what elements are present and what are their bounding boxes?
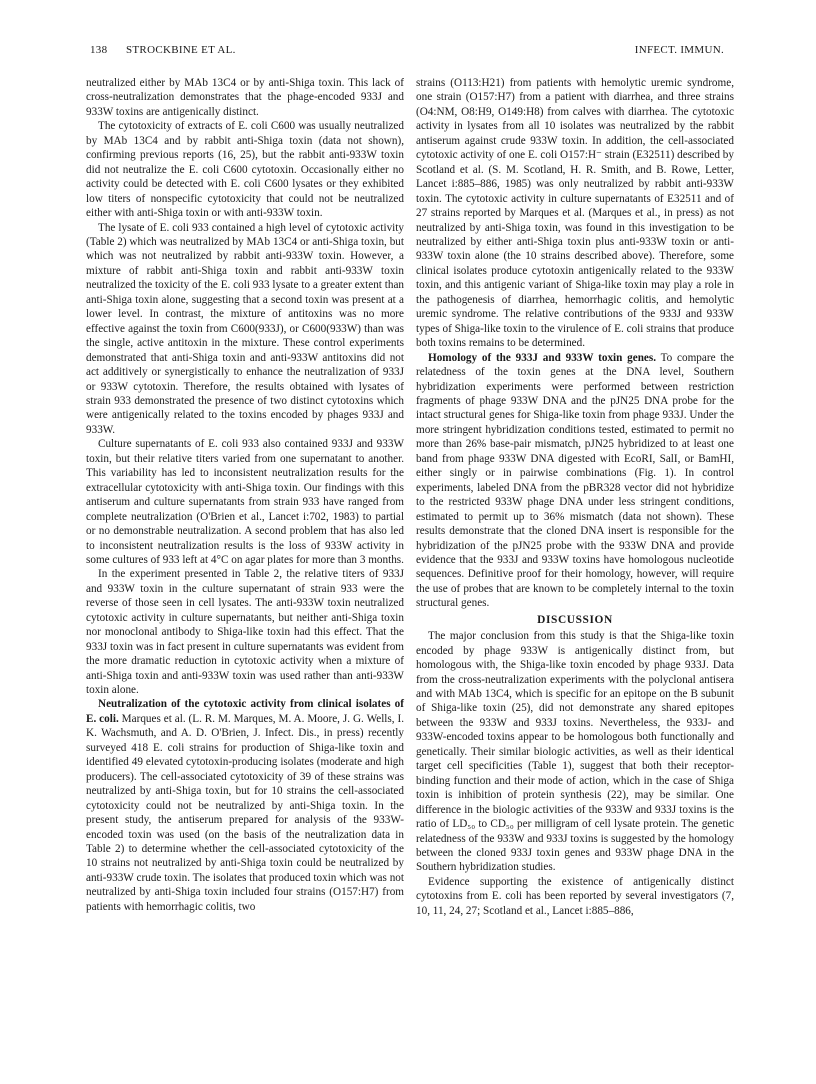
- paragraph: neutralized either by MAb 13C4 or by anti-Shiga toxin. This lack of cross-neutralization demonstrates that the phage-encoded 933J and 933W toxins are antigenically distinct.: [86, 77, 404, 118]
- right-column: [416, 76, 734, 918]
- paragraph-homology: [416, 351, 734, 611]
- paragraph: The cytotoxicity of extracts of E. coli C600 was usually neutralized by MAb 13C4 and by rabbit anti-Shiga toxin (data not shown), confirming previous reports (16, 25), but the rabbit anti-933W toxin did not neutralize the E. coli C600 cytotoxin. Occasionally either no activity could be detected with E. coli C600 lysates or they exhibited low titers of nonspecific cytotoxicity that could not be neutralized either with anti-Shiga toxin or with anti-933W toxin.: [86, 120, 404, 220]
- paragraph: The major conclusion from this study is that the Shiga-like toxin encoded by phage 933W is antigenically distinct from, but homologous with, the Shiga-like toxin encoded by phage 933J. Data from the cross-neutralization experiments with the polyclonal antisera and with MAb 13C4, which is specific for an epitope on the B subunit of Shiga-like toxin (25), did not demonstrate any shared epitopes between the 933W and 933J toxins. Nevertheless, the 933J- and 933W-encoded toxins appear to be homologous both functionally and genetically. Their similar biologic activities, as well as their identical target cell specificities (Table 1), suggest that both their receptor-binding function and their mode of action, which in the case of Shiga toxin is inhibition of protein synthesis (22), may be similar. One difference in the biologic activities of the 933W and 933J toxins is the ratio of LD₅₀ to CD₅₀ per milligram of cell lysate protein. The genetic relatedness of the 933W and 933J toxins is suggested by the homology between the cloned 933J toxin genes and 933W phage DNA in the Southern hybridization studies.: [416, 630, 734, 874]
- left-column: [86, 76, 404, 914]
- run-in-heading: Neutralization of the cytotoxic activity from clinical isolates of E. coli.: [86, 698, 404, 725]
- paragraph: Evidence supporting the existence of antigenically distinct cytotoxins from E. coli has been reported by several investigators (7, 10, 11, 24, 27; Scotland et al., Lancet i:885–886,: [416, 875, 734, 917]
- running-head: [90, 44, 724, 60]
- paragraph: strains (O113:H21) from patients with hemolytic uremic syndrome, one strain (O157:H7) from a patient with diarrhea, and three strains (O4:NM, O8:H9, O149:H8) from calves with diarrhea. The cytotoxic activity in lysates from all 10 isolates was neutralized by the rabbit antiserum against crude 933W toxin. In addition, the cell-associated cytotoxic activity of one E. coli O157:H⁻ strain (E32511) described by Scotland et al. (S. M. Scotland, H. R. Smith, and B. Rowe, Letter, Lancet i:885–886, 1985) was only neutralized by rabbit anti-933W toxin. The cytotoxic activity in culture supernatants of E32511 and of 27 strains reported by Marques et al. (Marques et al., in press) as not neutralized by anti-Shiga toxin, was found in this investigation to be neutralized by either anti-Shiga toxin plus anti-933W toxin or anti-933W toxin alone (the 10 strains described above). Therefore, some clinical isolates produce cytotoxin antigenically related to the 933W toxin, and this antigenic variant of Shiga-like toxin may play a role in the pathogenesis of diarrhea, hemorrhagic colitis, and hemolytic uremic syndrome. The relative contributions of the 933J and 933W types of Shiga-like toxin to the virulence of E. coli strains that produce both toxins remains to be determined.: [416, 77, 734, 350]
- run-in-heading: Homology of the 933J and 933W toxin genes.: [428, 351, 657, 364]
- paragraph-neutralization-clinical-isolates: [86, 697, 404, 914]
- paragraph-body: Marques et al. (L. R. M. Marques, M. A. Moore, J. G. Wells, I. K. Wachsmuth, and A. D. O'Brien, J. Infect. Dis., in press) recently surveyed 418 E. coli strains for production of Shiga-like toxin and identified 49 elevated cytotoxin-producing isolates (moderate and high producers). The cell-associated cytotoxicity of 39 of these strains was neutralized by anti-Shiga toxin, but for 10 strains the cell-associated cytotoxicity could not be neutralized by anti-Shiga toxin. In the present study, the antiserum prepared for analysis of the 933W-encoded toxin was used (on the basis of the neutralization data in Table 2) to determine whether the cell-associated cytotoxicity of the 10 strains not neutralized by anti-Shiga toxin could be neutralized by anti-933W crude toxin. The isolates that produced toxin which was not neutralized by anti-Shiga toxin included four strains (O157:H7) from patients with hemorrhagic colitis, two: [86, 712, 405, 913]
- running-head-authors: STROCKBINE ET AL.: [126, 44, 236, 56]
- running-head-journal: INFECT. IMMUN.: [634, 44, 724, 56]
- section-heading-discussion: DISCUSSION: [537, 613, 613, 626]
- page-number: 138: [90, 44, 108, 56]
- paragraph-body: To compare the relatedness of the toxin genes at the DNA level, Southern hybridization experiments were performed between restriction fragments of phage 933W DNA and the pJN25 DNA probe for the intact structural genes for Shiga-like toxin from phage 933J. Under the more stringent hybridization conditions tested, estimated to permit no more than 26% base-pair mismatch, pJN25 hybridized to at least one band from phage 933W DNA digested with EcoRI, SalI, or BamHI, either singly or in pairwise combinations (Fig. 1). In control experiments, labeled DNA from the pBR328 vector did not hybridize to the restricted 933W phage DNA under less stringent conditions, estimated to permit up to 36% mismatch (data not shown). These results demonstrate that the cloned DNA insert is responsible for the hybridization of the pJN25 probe with the 933W DNA and provide evidence that the 933J and 933W toxins have homologous nucleotide sequences. Definitive proof for their homology, however, will require the use of probes that are known to be completely internal to the toxin structural genes.: [416, 351, 735, 610]
- paragraph: The lysate of E. coli 933 contained a high level of cytotoxic activity (Table 2) which was neutralized by MAb 13C4 or anti-Shiga toxin, but which was not neutralized by rabbit anti-933W toxin. However, a mixture of rabbit anti-Shiga toxin and rabbit anti-933W toxin neutralized the toxicity of the E. coli 933 lysate to a greater extent than anti-Shiga toxin alone, suggesting that a second toxin was present at a lower level. In contrast, the mixture of antitoxins was no more effective against the toxin from C600(933J), or C600(933W) than was the single, active antitoxin in the mixture. These control experiments demonstrated that anti-Shiga toxin and anti-933W antitoxins did not act additively or synergistically to enhance the neutralization of 933J or 933W cytotoxin. Therefore, the results obtained with lysates of strain 933 demonstrated the presence of two distinct cytotoxins which were antigenically related to the toxins encoded by phages 933J and 933W.: [86, 221, 404, 436]
- paragraph: In the experiment presented in Table 2, the relative titers of 933J and 933W toxin in the culture supernatant of strain 933 were the reverse of those seen in cell lysates. The anti-933W toxin neutralized cytotoxic activity in culture supernatants, but neither anti-Shiga toxin nor monoclonal antibody to Shiga-like toxin had this effect. That the 933J toxin was in fact present in culture supernatants was evident from the more dramatic reduction in cytotoxic activity when a mixture of anti-Shiga toxin and anti-933W toxin was used rather than anti-933W toxin alone.: [86, 568, 404, 697]
- paragraph: Culture supernatants of E. coli 933 also contained 933J and 933W toxin, but their relative titers varied from one supernatant to another. This variability has led to inconsistent neutralization results for the extracellular cytotoxicity with anti-Shiga toxin. Our findings with this antiserum and culture supernatants from strain 933 have ranged from complete neutralization (O'Brien et al., Lancet i:702, 1983) to partial or no demonstrable neutralization. A second problem that has also led to inconsistent neutralization results is the loss of 933W activity in some cultures of 933 left at 4°C on agar plates for more than 3 months.: [86, 438, 404, 566]
